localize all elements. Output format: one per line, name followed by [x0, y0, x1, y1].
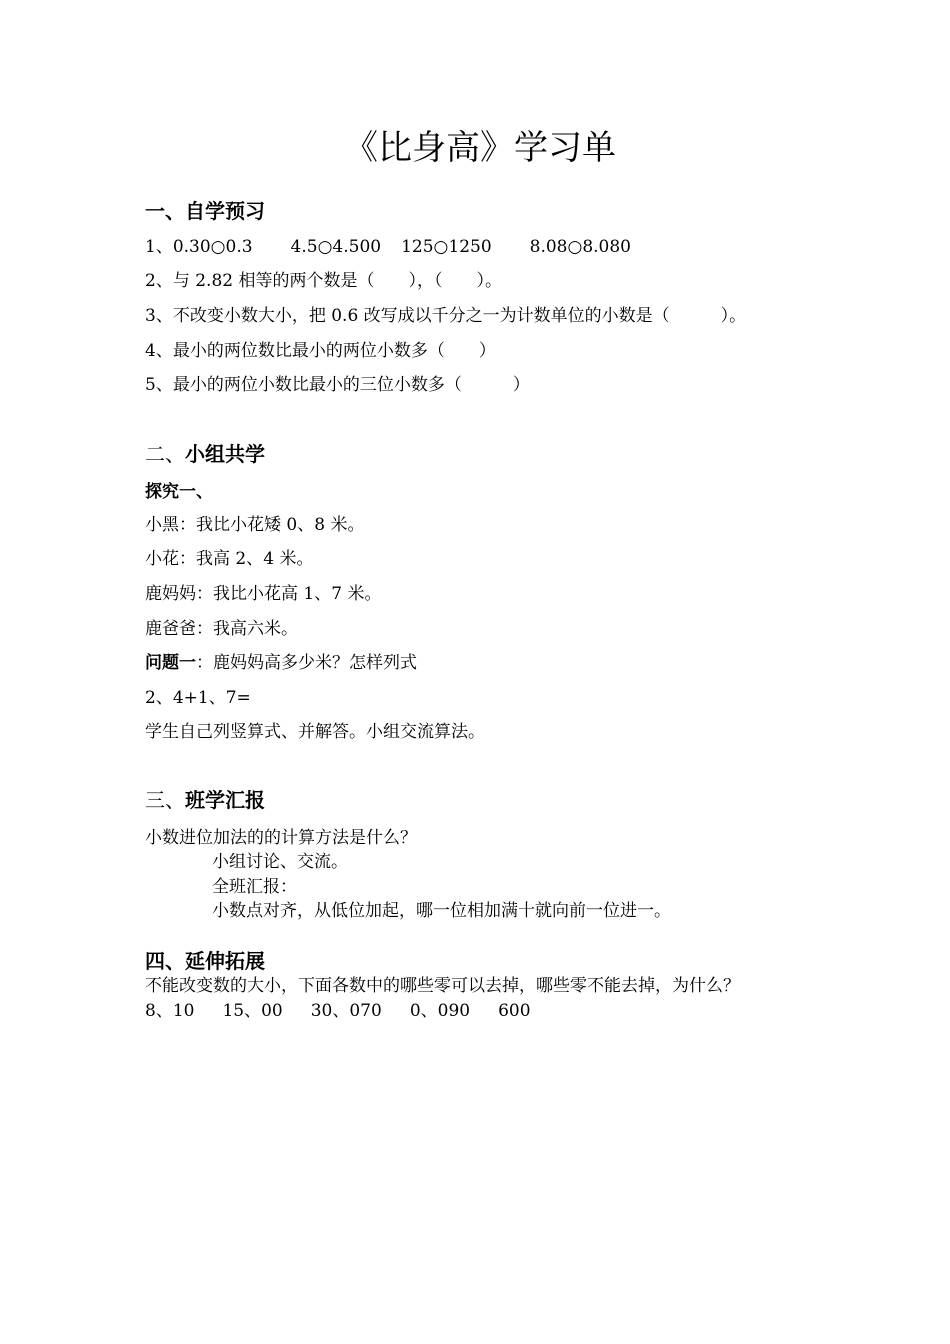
- s4-number-1: 8、10: [145, 1001, 195, 1021]
- q1-item-2: 4.5○4.500: [290, 237, 382, 257]
- s4-numbers: [145, 999, 531, 1023]
- s1-question-5: 5、最小的两位小数比最小的三位小数多（ ）: [145, 375, 530, 395]
- s1-question-3: 3、不改变小数大小，把 0.6 改写成以千分之一为计数单位的小数是（ ）。: [145, 306, 747, 326]
- s3-item-3: 小数点对齐，从低位加起，哪一位相加满十就向前一位进一。: [212, 901, 671, 921]
- q1-item-1: 1、0.30○0.3: [145, 237, 253, 257]
- s3-question: 小数进位加法的的计算方法是什么？: [145, 828, 417, 848]
- s3-item-1: 小组讨论、交流。: [212, 852, 348, 872]
- question-one-label: 问题一: [145, 653, 196, 673]
- dialogue-line-2: 小花：我高 2、4 米。: [145, 549, 314, 569]
- s4-question: 不能改变数的大小，下面各数中的哪些零可以去掉，哪些零不能去掉，为什么？: [145, 976, 740, 996]
- section-2-prefix: 二、: [145, 442, 185, 466]
- s2-note: 学生自己列竖算式、并解答。小组交流算法。: [145, 722, 485, 742]
- s1-question-4: 4、最小的两位数比最小的两位小数多（ ）: [145, 341, 496, 361]
- section-3-heading: [145, 786, 265, 814]
- section-4-heading: 四、延伸拓展: [145, 949, 265, 973]
- section-3-prefix: 三、: [145, 788, 185, 812]
- s4-number-3: 30、070: [310, 1001, 382, 1021]
- section-3-title: 班学汇报: [185, 788, 265, 812]
- s4-number-5: 600: [498, 1001, 531, 1021]
- page-title: 《比身高》学习单: [344, 128, 616, 168]
- s4-number-4: 0、090: [409, 1001, 471, 1021]
- q1-item-3: 125○1250: [401, 237, 492, 257]
- question-one: [145, 651, 417, 675]
- section-2-heading: [145, 440, 265, 468]
- section-1-heading: 一、自学预习: [145, 199, 265, 223]
- formula-line: 2、4+1、7=: [145, 688, 251, 708]
- dialogue-line-1: 小黑：我比小花矮 0、8 米。: [145, 515, 365, 535]
- s1-question-2: 2、与 2.82 相等的两个数是（ ），（ ）。: [145, 271, 502, 291]
- q1-item-4: 8.08○8.080: [529, 237, 631, 257]
- dialogue-line-4: 鹿爸爸：我高六米。: [145, 619, 298, 639]
- s3-item-2: 全班汇报：: [212, 877, 297, 897]
- section-2-title: 小组共学: [185, 442, 265, 466]
- question-one-text: ：鹿妈妈高多少米？怎样列式: [196, 653, 417, 673]
- s4-number-2: 15、00: [222, 1001, 283, 1021]
- dialogue-line-3: 鹿妈妈：我比小花高 1、7 米。: [145, 584, 382, 604]
- s1-question-1: [145, 235, 631, 259]
- explore-label: 探究一、: [145, 482, 213, 502]
